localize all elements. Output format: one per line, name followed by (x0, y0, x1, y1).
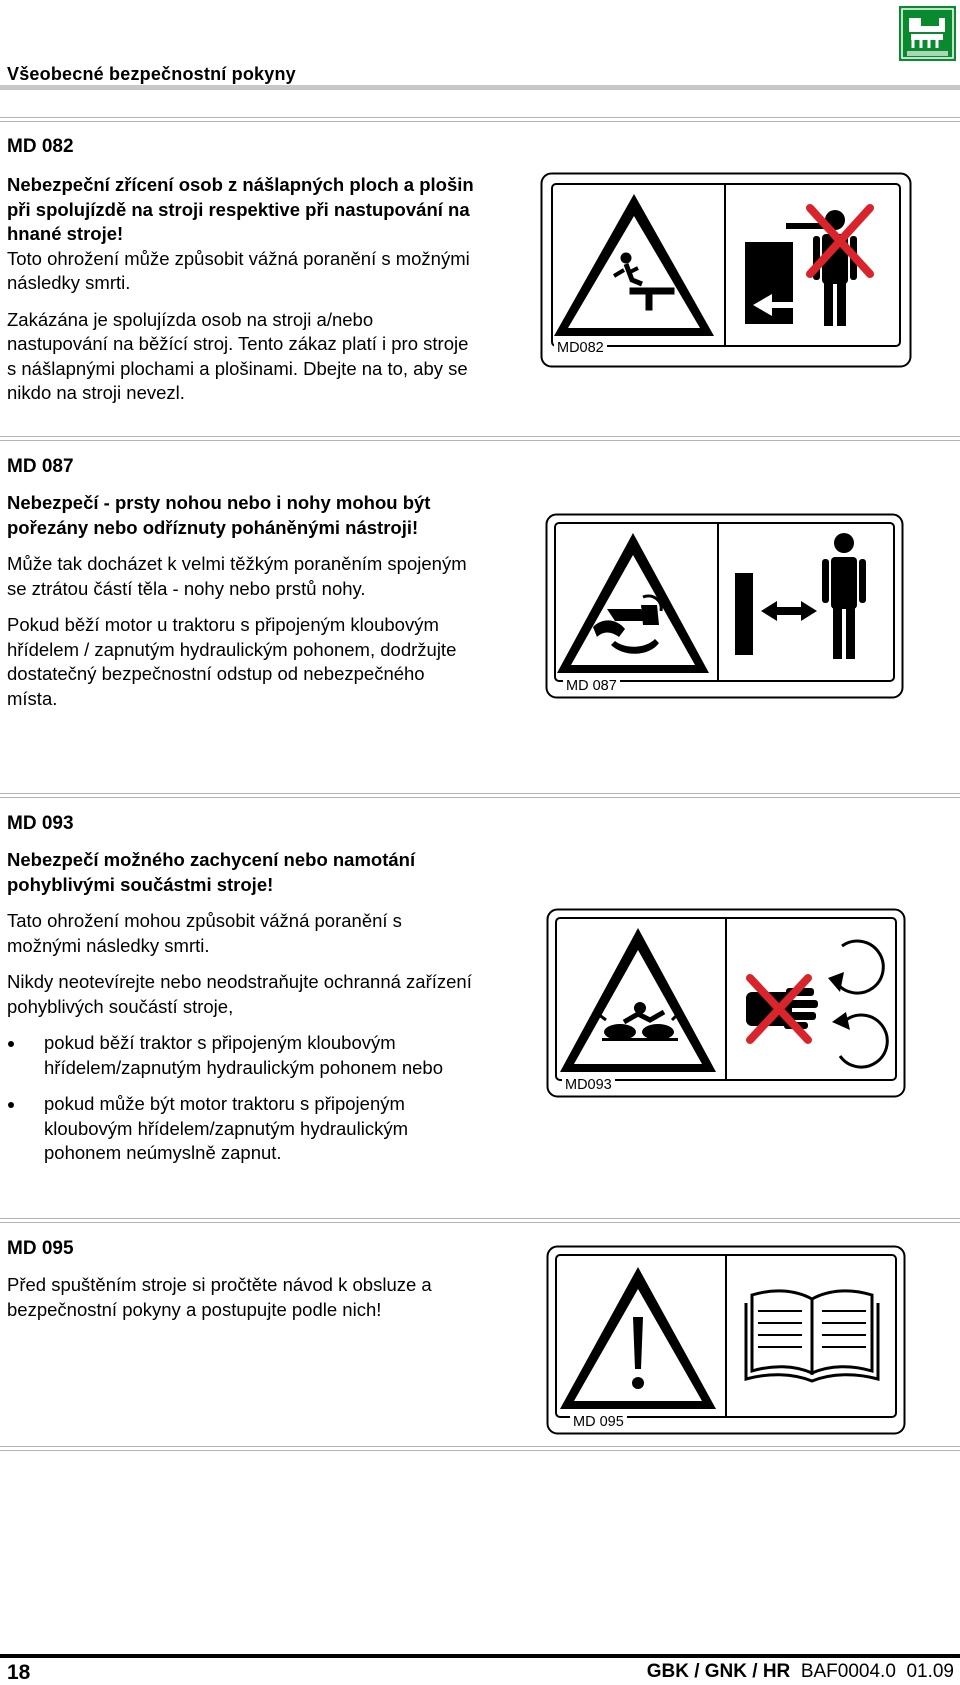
section-divider (0, 1218, 960, 1219)
paragraph: Toto ohrožení může způsobit vážná poranění s možnými následky smrti. (7, 247, 470, 293)
paragraph: Pokud běží motor u traktoru s připojeným kloubovým hřídelem / zapnutým hydraulickým pohonem, dodržujte dostatečný bezpečnostní odstup od nebezpečného místa. (7, 614, 457, 709)
section-divider (0, 121, 960, 122)
section-divider (0, 797, 960, 798)
section-body (7, 491, 477, 723)
section-code: MD 093 (7, 813, 74, 834)
amazone-logo (899, 6, 956, 61)
section-divider (0, 436, 960, 437)
warning-sign-md093 (546, 908, 906, 1098)
section-divider (0, 440, 960, 441)
page-number: 18 (7, 1661, 31, 1684)
footer-divider (0, 1654, 960, 1658)
sign-label: MD093 (562, 1077, 615, 1093)
paragraph: Tato ohrožení mohou způsobit vážná poranění s možnými následky smrti. (7, 910, 402, 956)
list-item: pokud běží traktor s připojeným kloubovým hřídelem/zapnutým hydraulickým pohonem nebo (7, 1031, 477, 1080)
section-divider (0, 1450, 960, 1451)
paragraph: Nikdy neotevírejte nebo neodstraňujte ochranná zařízení pohyblivých součástí stroje, (7, 971, 472, 1017)
model-list: GBK / GNK / HR (646, 1661, 791, 1682)
section-divider (0, 117, 960, 118)
paragraph: Zakázána je spolujízda osob na stroji a/nebo nastupování na běžící stroj. Tento zákaz platí i pro stroje s nášlapnými plochami a plošinami. Dbejte na to, aby se nikdo na stroji nevezl. (7, 308, 469, 403)
header-divider (0, 85, 960, 90)
page-header-title: Všeobecné bezpečnostní pokyny (7, 64, 296, 84)
section-body (7, 848, 477, 1178)
warning-sign-md082 (540, 172, 912, 368)
document-reference (647, 1661, 954, 1683)
section-body (7, 1273, 477, 1334)
sign-label: MD 095 (570, 1414, 627, 1430)
warning-text: Nebezpečí - prsty nohou nebo i nohy mohou být pořezány nebo odříznuty poháněnými nástroji! (7, 492, 431, 538)
section-code: MD 087 (7, 456, 74, 477)
warning-text: Nebezpeční zřícení osob z nášlapných ploch a plošin při spolujízdě na stroji respektive při nastupování na hnané stroje! (7, 174, 474, 244)
section-code: MD 082 (7, 136, 74, 157)
section-code: MD 095 (7, 1238, 74, 1259)
bullet-list (7, 1031, 477, 1166)
document-code: BAF0004.0 01.09 (795, 1661, 954, 1682)
warning-text: Nebezpečí možného zachycení nebo namotání pohyblivými součástmi stroje! (7, 849, 416, 895)
section-divider (0, 1222, 960, 1223)
section-divider (0, 793, 960, 794)
section-body (7, 173, 477, 418)
paragraph: Může tak docházet k velmi těžkým poraněním spojeným se ztrátou částí těla - nohy nebo prstů nohy. (7, 553, 467, 599)
section-divider (0, 1446, 960, 1447)
sign-label: MD 087 (563, 678, 620, 694)
paragraph: Před spuštěním stroje si pročtěte návod k obsluze a bezpečnostní pokyny a postupujte podle nich! (7, 1274, 432, 1320)
list-item: pokud může být motor traktoru s připojeným kloubovým hřídelem/zapnutým hydraulickým pohonem neúmyslně zapnut. (7, 1092, 477, 1166)
sign-label: MD082 (554, 340, 607, 356)
warning-sign-md087 (545, 513, 904, 699)
warning-sign-md095 (546, 1245, 906, 1435)
